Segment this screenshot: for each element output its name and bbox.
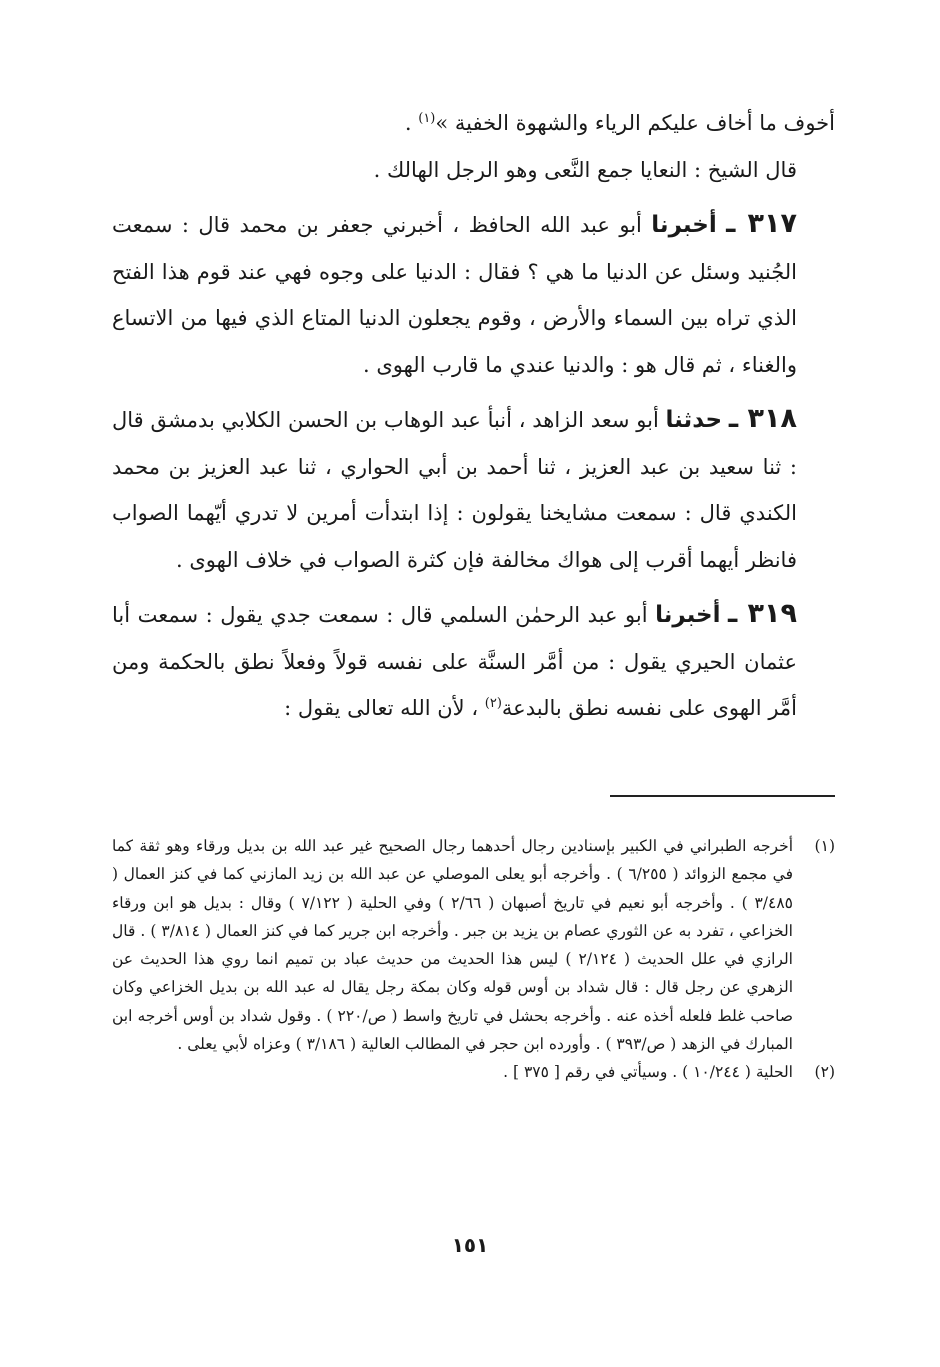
footnote-mark: (٢) [814,1063,835,1082]
footnote-mark: (١) [814,837,835,855]
hadith-verb: حدثنا [665,407,723,433]
footnote-2 [112,1058,835,1086]
footnote-ref-1[interactable]: (١) [418,111,436,126]
hadith-text-end: ، لأن الله تعالى يقول : [284,696,485,720]
page-number: ١٥١ [451,1233,489,1257]
footnotes [112,832,835,1087]
footnote-text: الحلية ( ١٠/٢٤٤ ) . وسيأتي في رقم [ ٣٧٥ ] . [503,1063,793,1082]
hadith-text: أبو عبد الرحمٰن السلمي قال : سمعت جدي يقول : سمعت أبا عثمان الحيري يقول : من أمَّر السنَّة على نفسه قولاً وفعلاً نطق بالحكمة ومن أمَّر الهوى على نفسه نطق بالبدعة [112,603,797,720]
hadith-text: أبو عبد الله الحافظ ، أخبرني جعفر بن محمد قال : سمعت الجُنيد وسئل عن الدنيا ما هي ؟ فقال : الدنيا على وجوه فهي عند قوم هذا الفتح الذي تراه بين السماء والأرض ، وقوم يجعلون الدنيا المتاع الذي فيها من الاتساع والغناء ، ثم قال هو : والدنيا عندي ما قارب الهوى . [112,213,797,377]
hadith-text: أبو سعد الزاهد ، أنبأ عبد الوهاب بن الحسن الكلابي بدمشق قال : ثنا سعيد بن عبد العزيز ، ثنا أحمد بن أبي الحواري ، ثنا عبد العزيز بن محمد الكندي قال : سمعت مشايخنا يقولون : إذا ابتدأت أمرين لا تدري أيّهما الصواب فانظر أيهما أقرب إلى هواك مخالفة فإن كثرة الصواب في خلاف الهوى . [112,408,797,572]
footnote-text: أخرجه الطبراني في الكبير بإسنادين رجال أحدهما رجال الصحيح غير عبد الله بن بديل ورقاء وهو ثقة كما في مجمع الزوائد ( ٦/٢٥٥ ) . وأخرجه أبو يعلى الموصلي عن عبد الله بن زيد المازني كما في كنز العمال ( ٣/٤٨٥ ) . وأخرجه أبو نعيم في تاريخ أصبهان ( ٢/٦٦ ) وفي الحلية ( ٧/١٢٢ ) وقال : بديل هو ابن ورقاء الخزاعي ، تفرد به عن الثوري عصام بن يزيد بن جبر . وأخرجه ابن جرير كما في كنز العمال ( ٣/٨١٤ ) . قال الرازي في علل الحديث ( ٢/١٢٤ ) ليس هذا الحديث من حديث عباد بن تميم انما روي هذا الحديث عن الزهري عن رجل قال : قال شداد بن أوس قوله وكان بمكة رجل يقال له عبد الله بن بديل الخزاعي وكان صاحب غلط فلعله أخذه عنه . وأخرجه بحشل في تاريخ واسط ( ص/٢٢٠ ) . وقول شداد بن أوس أخرجه ابن المبارك في الزهد ( ص/٣٩٣ ) . وأورده ابن حجر في المطالب العالية ( ٣/١٨٦ ) وعزاه لأبي يعلى . [112,837,793,1054]
footnote-ref-2[interactable]: (٢) [484,696,502,711]
hadith-number: ٣١٧ ـ [726,208,797,239]
footnote-separator [610,795,835,797]
sheikh-note: قال الشيخ : النعايا جمع النَّعى وهو الرجل الهالك . [373,157,797,182]
hadith-verb: أخبرنا [651,212,717,238]
paragraph-continuation: أخوف ما أخاف عليكم الرياء والشهوة الخفية »$^{(١)}$ . [404,111,835,135]
hadith-317 [112,201,835,388]
hadith-319 [112,591,835,732]
hadith-verb: أخبرنا [655,602,721,628]
hadith-number: ٣١٩ ـ [728,598,797,629]
hadith-318 [112,396,835,583]
main-text [112,100,835,732]
hadith-number: ٣١٨ ـ [728,403,797,434]
footnote-1 [112,832,835,1058]
